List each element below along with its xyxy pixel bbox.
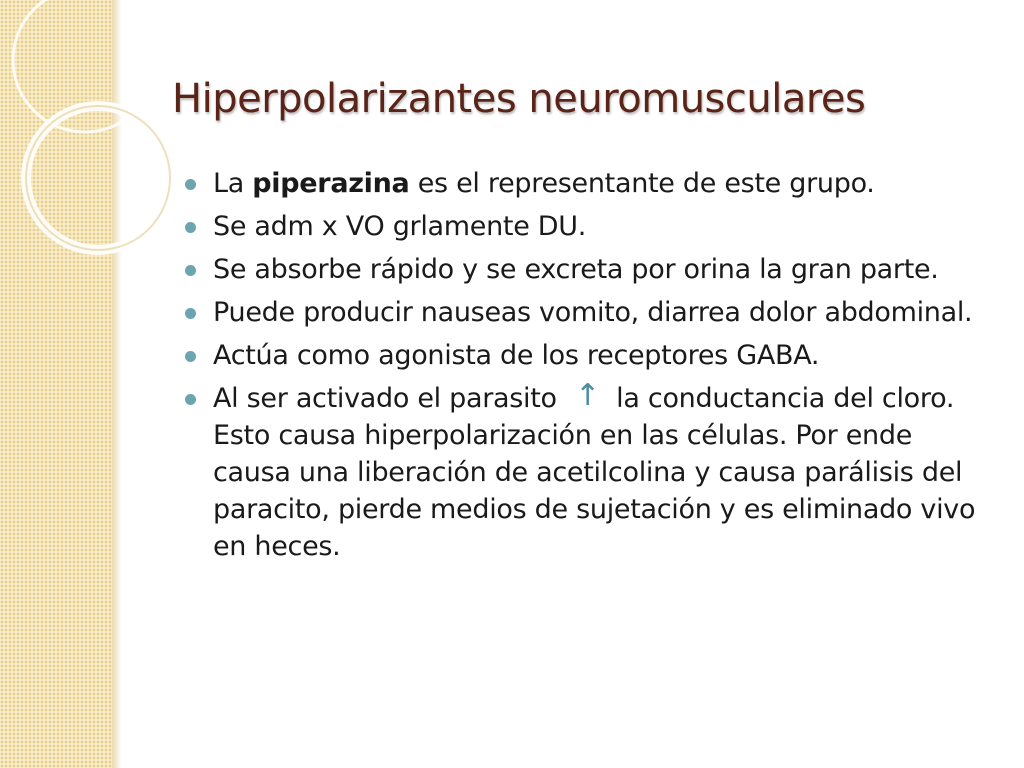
circle-bullet-icon — [185, 394, 196, 405]
bullet-text: Se absorbe rápido y se excreta por orina la gran parte. — [213, 254, 939, 285]
bullet-text-before: Al ser activado el parasito — [213, 383, 566, 414]
bullet-text: Se adm x VO grlamente DU. — [213, 211, 587, 242]
slide-title: Hiperpolarizantes neuromusculares — [172, 76, 866, 122]
circle-bullet-icon — [185, 308, 196, 319]
ring-decoration-icon — [0, 0, 200, 260]
circle-bullet-icon — [185, 222, 196, 233]
up-arrow-icon: ↑ — [575, 378, 600, 413]
bullet-text-before: La — [213, 168, 253, 199]
circle-bullet-icon — [185, 265, 196, 276]
bullet-text: Actúa como agonista de los receptores GABA. — [213, 340, 820, 371]
bullet-text: Puede producir nauseas vomito, diarrea dolor abdominal. — [213, 297, 973, 328]
circle-bullet-icon — [185, 351, 196, 362]
bullet-text-after: es el representante de este grupo. — [409, 168, 875, 199]
bullet-item-piperazina — [185, 165, 985, 202]
bullet-list — [185, 165, 985, 571]
bullet-item-administration — [185, 208, 985, 245]
bold-term: piperazina — [252, 168, 410, 199]
bullet-item-absorption — [185, 251, 985, 288]
circle-bullet-icon — [185, 179, 196, 190]
bullet-item-mechanism — [185, 380, 985, 565]
bullet-item-gaba — [185, 337, 985, 374]
bullet-item-side-effects — [185, 294, 985, 331]
bullet-text-after: la conductancia del cloro. Esto causa hiperpolarización en las células. Por ende causa una liberación de acetilcolina y causa parálisis del paracito, pierde medios de sujetación y es eliminado vivo en heces. — [213, 383, 976, 562]
